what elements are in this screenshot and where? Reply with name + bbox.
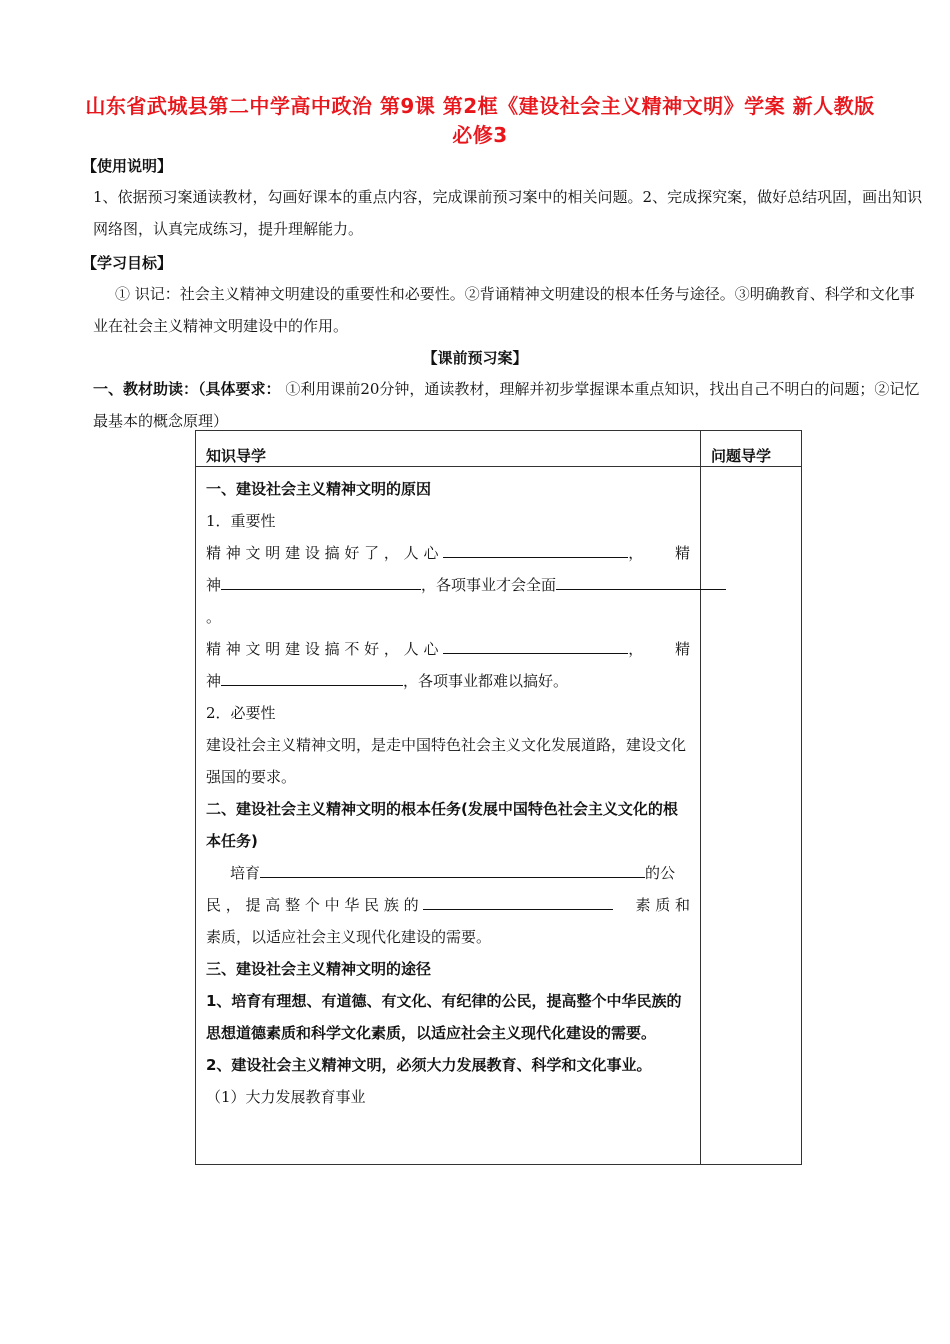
blank-field[interactable]	[221, 571, 421, 590]
study-guide-table	[195, 430, 802, 1165]
preview-req-label: （具体要求：	[198, 380, 281, 398]
goals-text: ① 识记：社会主义精神文明建设的重要性和必要性。②背诵精神文明建设的根本任务与途径。③明确教育、科学和文化事业在社会主义精神文明建设中的作用。	[93, 285, 915, 335]
necessity-text: 建设社会主义精神文明，是走中国特色社会主义文化发展道路，建设文化强国的要求。	[206, 736, 687, 786]
column-knowledge-header: 知识导学	[196, 431, 701, 467]
goals-heading: 【学习目标】	[82, 254, 173, 272]
task-line-1: 培育 的公	[206, 857, 690, 889]
section-3-title: 三、建设社会主义精神文明的途径	[206, 960, 432, 978]
section-1-title: 一、建设社会主义精神文明的原因	[206, 480, 432, 498]
section-1-sub-necessity: 2．必要性	[206, 704, 276, 722]
knowledge-cell	[196, 467, 701, 1165]
blank-field[interactable]	[443, 539, 628, 558]
fill-good-line-1: 精 神 文 明 建 设 搞 好 了 ， 人 心 ， 精	[206, 537, 690, 569]
fill-good-period: 。	[206, 608, 222, 626]
preview-req-text: ①利用课前20分钟，通读教材，理解并初步掌握课本重点知识，找出自己不明白的问题；②记忆最基本的概念原理）	[93, 380, 920, 430]
blank-field[interactable]	[260, 859, 645, 878]
document-title: 山东省武城县第二中学高中政治 第9课 第2框《建设社会主义精神文明》学案 新人教版必修3	[85, 94, 875, 147]
blank-field[interactable]	[423, 891, 613, 910]
task-line-2: 民 ， 提 高 整 个 中 华 民 族 的 素 质 和	[206, 889, 690, 921]
column-questions-header: 问题导学	[701, 431, 802, 467]
usage-text: 1、依据预习案通读教材，勾画好课本的重点内容，完成课前预习案中的相关问题。2、完成探究案，做好总结巩固，画出知识网络图，认真完成练习，提升理解能力。	[93, 188, 923, 238]
fill-bad-line-1: 精 神 文 明 建 设 搞 不 好 ， 人 心 ， 精	[206, 633, 690, 665]
blank-field[interactable]	[556, 571, 726, 590]
path-2-text: 2、建设社会主义精神文明，必须大力发展教育、科学和文化事业。	[206, 1056, 652, 1074]
path-1-text: 1、培育有理想、有道德、有文化、有纪律的公民，提高整个中华民族的思想道德素质和科学文化素质，以适应社会主义现代化建设的需要。	[206, 992, 682, 1042]
blank-field[interactable]	[221, 667, 403, 686]
preview-instructions	[93, 373, 923, 437]
task-line-3: 素质，以适应社会主义现代化建设的需要。	[206, 928, 492, 946]
section-2-title: 二、建设社会主义精神文明的根本任务(发展中国特色社会主义文化的根本任务)	[206, 800, 678, 850]
fill-good-line-2: 神 ，各项事业才会全面	[206, 569, 690, 601]
path-2-1-text: （1）大力发展教育事业	[206, 1088, 366, 1106]
blank-field[interactable]	[443, 635, 628, 654]
preview-heading: 【课前预习案】	[422, 349, 528, 367]
usage-heading: 【使用说明】	[82, 157, 173, 175]
section-1-sub-importance: 1．重要性	[206, 512, 276, 530]
fill-bad-line-2: 神 ，各项事业都难以搞好。	[206, 665, 690, 697]
preview-item-label: 一、教材助读：	[93, 380, 199, 398]
